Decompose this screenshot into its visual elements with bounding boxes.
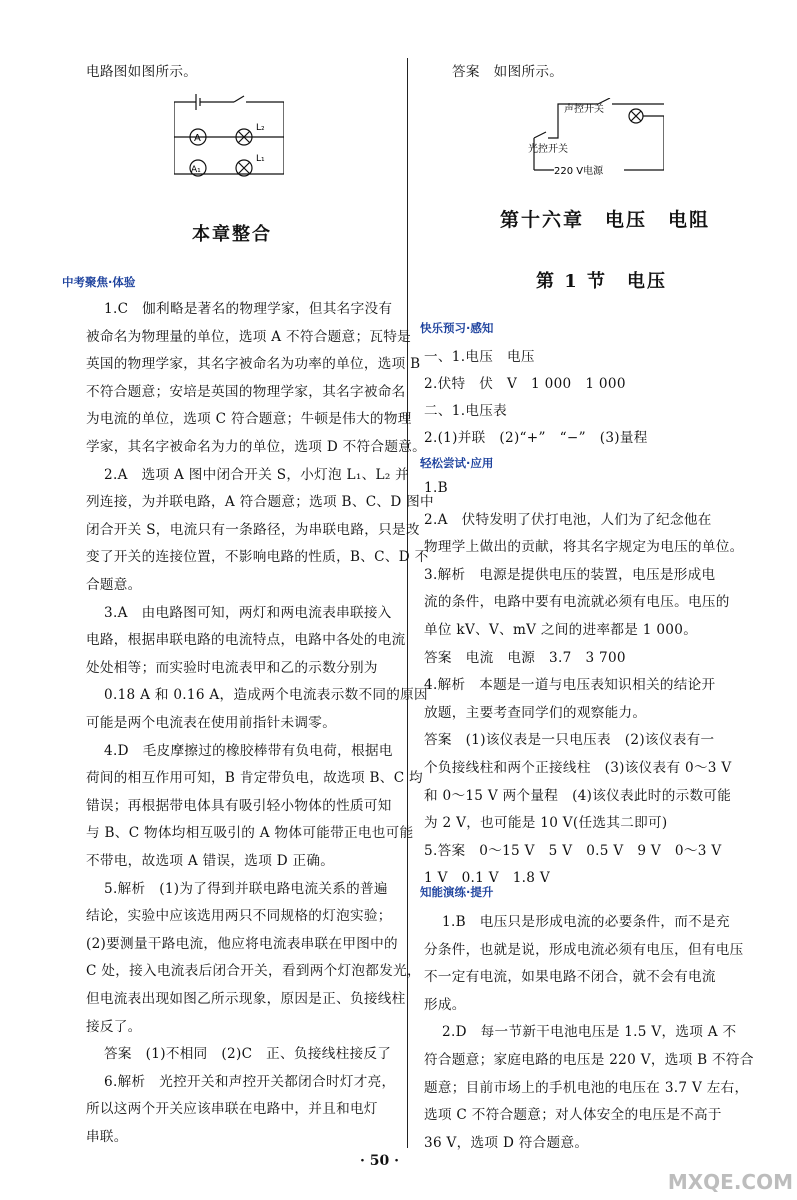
text-line: 合题意。	[86, 577, 142, 593]
parallel-circuit-diagram	[174, 90, 284, 180]
text-line: 英国的物理学家，其名字被命名为功率的单位，选项 B	[86, 356, 421, 373]
text-line: 所以这两个开关应该串联在电路中，并且和电灯	[86, 1101, 378, 1118]
section-label-preview: 快乐预习·感知	[420, 321, 494, 335]
text-line: 一、1.电压 电压	[424, 349, 535, 365]
section-title-voltage: 第 1 节 电压	[536, 271, 668, 292]
light-switch-label: 光控开关	[528, 144, 568, 155]
watermark: MXQE.COM	[667, 1170, 793, 1194]
text-line: 电路，根据串联电路的电流特点，电路中各处的电流	[86, 632, 406, 649]
text-line: 可能是两个电流表在使用前指针未调零。	[86, 715, 337, 731]
text-line: 单位 kV、V、mV 之间的进率都是 1 000。	[424, 622, 698, 638]
text-line: 处处相等；而实验时电流表甲和乙的示数分别为	[86, 659, 378, 676]
text-line: 放题，主要考查同学们的观察能力。	[424, 704, 647, 721]
text-line: 形成。	[424, 996, 466, 1013]
text-line: 选项 C 不符合题意；对人体安全的电压是不高于	[424, 1107, 722, 1124]
text-line: 3.A 由电路图可知，两灯和两电流表串联接入	[104, 604, 392, 621]
text-line: 1 V 0.1 V 1.8 V	[424, 870, 550, 887]
text-line: 结论，实验中应该选用两只不同规格的灯泡实验；	[86, 908, 392, 925]
text-line: 5.答案 0～15 V 5 V 0.5 V 9 V 0～3 V	[424, 842, 722, 859]
text-line: 为电流的单位，选项 C 符合题意；牛顿是伟大的物理	[86, 411, 412, 428]
text-line: 0.18 A 和 0.16 A，造成两个电流表示数不同的原因	[104, 687, 428, 704]
text-line: 2.伏特 伏 V 1 000 1 000	[424, 376, 626, 392]
text-line: 符合题意；家庭电路的电压是 220 V，选项 B 不符合	[424, 1052, 754, 1068]
text-line: 1.B 电压只是形成电流的必要条件，而不是充	[442, 914, 730, 930]
text-line: 5.解析 (1)为了得到并联电路电流关系的普遍	[104, 880, 388, 897]
switch-circuit-diagram	[524, 98, 664, 184]
text-line: 4.解析 本题是一道与电压表知识相关的结论开	[424, 677, 716, 694]
answer-intro-text: 答案 如图所示。	[452, 64, 564, 80]
text-line: 6.解析 光控开关和声控开关都闭合时灯才亮，	[104, 1073, 396, 1090]
text-line: C 处，接入电流表后闭合开关，看到两个灯泡都发光，	[86, 963, 421, 980]
text-line: 为 2 V，也可能是 10 V(任选其二即可)	[424, 815, 668, 832]
section-label-rise: 知能演练·提升	[420, 885, 494, 899]
text-line: 2.A 选项 A 图中闭合开关 S，小灯泡 L₁、L₂ 并	[104, 466, 410, 483]
text-line: 不一定有电流，如果电路不闭合，就不会有电流	[424, 969, 716, 986]
text-line: 3.解析 电源是提供电压的装置，电压是形成电	[424, 566, 716, 583]
sound-switch-label: 声控开关	[564, 104, 604, 115]
text-line: 1.B	[424, 480, 448, 496]
column-divider	[407, 58, 408, 1148]
text-line: 与 B、C 物体均相互吸引的 A 物体可能带正电也可能	[86, 825, 414, 842]
text-line: 答案 (1)不相同 (2)C 正、负接线柱接反了	[104, 1046, 392, 1063]
text-line: 列连接，为并联电路，A 符合题意；选项 B、C、D 图中	[86, 494, 434, 511]
text-line: 分条件，也就是说，形成电流必须有电压，但有电压	[424, 941, 744, 958]
text-line: 答案 (1)该仪表是一只电压表 (2)该仪表有一	[424, 732, 715, 749]
text-line: (2)要测量干路电流，他应将电流表串联在甲图中的	[86, 935, 398, 952]
intro-text: 电路图如图所示。	[86, 64, 198, 80]
chapter-title: 第十六章 电压 电阻	[500, 209, 711, 231]
text-line: 1.C 伽利略是著名的物理学家，但其名字没有	[104, 301, 393, 317]
text-line: 被命名为物理量的单位，选项 A 不符合题意；瓦特是	[86, 328, 412, 345]
text-line: 2.D 每一节新干电池电压是 1.5 V，选项 A 不	[442, 1024, 737, 1041]
text-line: 接反了。	[86, 1018, 142, 1035]
text-line: 错误；再根据带电体具有吸引轻小物体的性质可知	[86, 797, 392, 814]
text-line: 闭合开关 S，电流只有一条路径，为串联电路，只是改	[86, 521, 420, 538]
text-line: 物理学上做出的贡献，将其名字规定为电压的单位。	[424, 539, 744, 556]
section-title-chapter-review: 本章整合	[192, 224, 272, 245]
text-line: 荷间的相互作用可知，B 肯定带负电，故选项 B、C 均	[86, 770, 423, 787]
text-line: 流的条件，电路中要有电流就必须有电压。电压的	[424, 594, 730, 611]
ammeter-a1-label: A₁	[191, 165, 201, 175]
text-line: 2.(1)并联 (2)“+” “−” (3)量程	[424, 430, 648, 446]
text-line: 二、1.电压表	[424, 403, 508, 419]
text-line: 个负接线柱和两个正接线柱 (3)该仪表有 0～3 V	[424, 760, 732, 776]
text-line: 题意；目前市场上的手机电池的电压在 3.7 V 左右，	[424, 1079, 749, 1096]
text-line: 36 V，选项 D 符合题意。	[424, 1134, 589, 1151]
text-line: 和 0～15 V 两个量程 (4)该仪表此时的示数可能	[424, 787, 732, 804]
section-label-try: 轻松尝试·应用	[420, 456, 494, 470]
lamp-l2-label: L₂	[256, 123, 265, 133]
text-line: 答案 电流 电源 3.7 3 700	[424, 649, 626, 666]
text-line: 不带电，故选项 A 错误，选项 D 正确。	[86, 853, 335, 869]
text-line: 但电流表出现如图乙所示现象，原因是正、负接线柱	[86, 991, 406, 1007]
text-line: 2.A 伏特发明了伏打电池，人们为了纪念他在	[424, 511, 712, 528]
text-line: 不符合题意；安培是英国的物理学家，其名字被命名	[86, 383, 406, 400]
text-line: 串联。	[86, 1129, 128, 1145]
power-label: 220 V电源	[554, 166, 604, 177]
text-line: 4.D 毛皮摩擦过的橡胶棒带有负电荷，根据电	[104, 742, 393, 759]
text-line: 变了开关的连接位置，不影响电路的性质，B、C、D 不	[86, 549, 429, 566]
section-label-exam-focus: 中考聚焦·体验	[62, 275, 136, 289]
page-number: · 50 ·	[360, 1153, 399, 1169]
lamp-l1-label: L₁	[256, 154, 265, 164]
text-line: 学家，其名字被命名为力的单位，选项 D 不符合题意。	[86, 439, 426, 455]
ammeter-a-label: A	[194, 133, 201, 144]
